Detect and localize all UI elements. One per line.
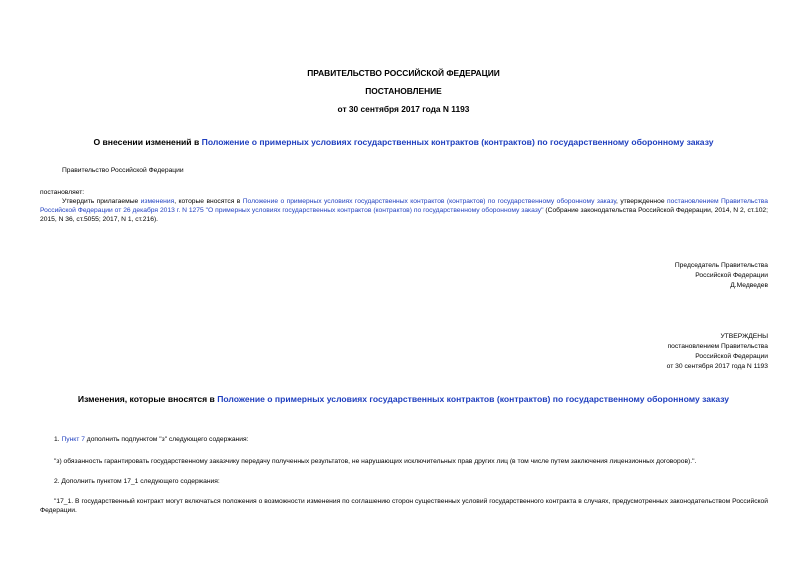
resolution-paragraph [40, 197, 768, 225]
approved-by: постановлением Правительства [667, 343, 768, 350]
changes-link[interactable]: изменения [140, 198, 175, 205]
resolution-text-1: Утвердить прилагаемые [62, 198, 141, 205]
approved-country: Российской Федерации [695, 353, 768, 360]
document-type-heading: ПОСТАНОВЛЕНИЕ [365, 86, 442, 96]
item-1 [54, 435, 248, 444]
signature-country: Российской Федерации [695, 272, 768, 279]
decree-link[interactable]: постановлением Правительства Российской Федерации от 26 декабря 2013 г. N 1275 "О примерных условиях государственных контрактов (контрактов) по государственному оборонному заказу" [40, 198, 768, 215]
item-1-quote: "з) обязанность гарантировать государственному заказчику передачу полученных результатов, не нарушающих исключительных прав других лиц (в том числе путем заключения лицензионных договоров).". [54, 458, 697, 465]
document-title [0, 136, 807, 148]
changes-title [0, 393, 807, 405]
signature-name: Д.Медведев [730, 282, 768, 289]
changes-title-prefix: Изменения, которые вносятся в [77, 394, 218, 404]
item-1-text: дополнить подпунктом "з" следующего содержания: [84, 436, 249, 443]
item-1-link[interactable]: Пункт 7 [61, 436, 85, 443]
preamble-resolves: постановляет: [40, 189, 85, 196]
item-1-number: 1. [54, 436, 62, 443]
document-title-link[interactable]: Положение о примерных условиях государственных контрактов (контрактов) по государственному оборонному заказу [201, 137, 714, 147]
changes-title-link[interactable]: Положение о примерных условиях государственных контрактов (контрактов) по государственному оборонному заказу [217, 394, 730, 404]
resolution-text-3: , утвержденное [616, 198, 667, 205]
item-2: 2. Дополнить пунктом 17_1 следующего содержания: [54, 478, 220, 485]
document-date-number: от 30 сентября 2017 года N 1193 [337, 104, 470, 114]
approved-date-number: от 30 сентября 2017 года N 1193 [666, 363, 768, 370]
signature-position: Председатель Правительства [674, 262, 768, 269]
government-heading: ПРАВИТЕЛЬСТВО РОССИЙСКОЙ ФЕДЕРАЦИИ [307, 68, 500, 78]
regulation-link[interactable]: Положение о примерных условиях государственных контрактов (контрактов) по государственному оборонному заказу [242, 198, 617, 205]
document-title-prefix: О внесении изменений в [93, 137, 202, 147]
resolution-text-4: (Собрание законодательства Российской Федерации, 2014, N 2, ст.102; 2015, N 36, ст.5055; 2017, N 1, ст.216). [40, 207, 768, 224]
resolution-text-2: , которые вносятся в [174, 198, 243, 205]
item-2-quote: "17_1. В государственный контракт могут включаться положения о возможности изменения по соглашению сторон существенных условий государственного контракта в случаях, предусмотренных законодательством Российской Федерации. [40, 498, 768, 515]
preamble-government: Правительство Российской Федерации [62, 167, 184, 174]
approved-label: УТВЕРЖДЕНЫ [720, 333, 768, 340]
